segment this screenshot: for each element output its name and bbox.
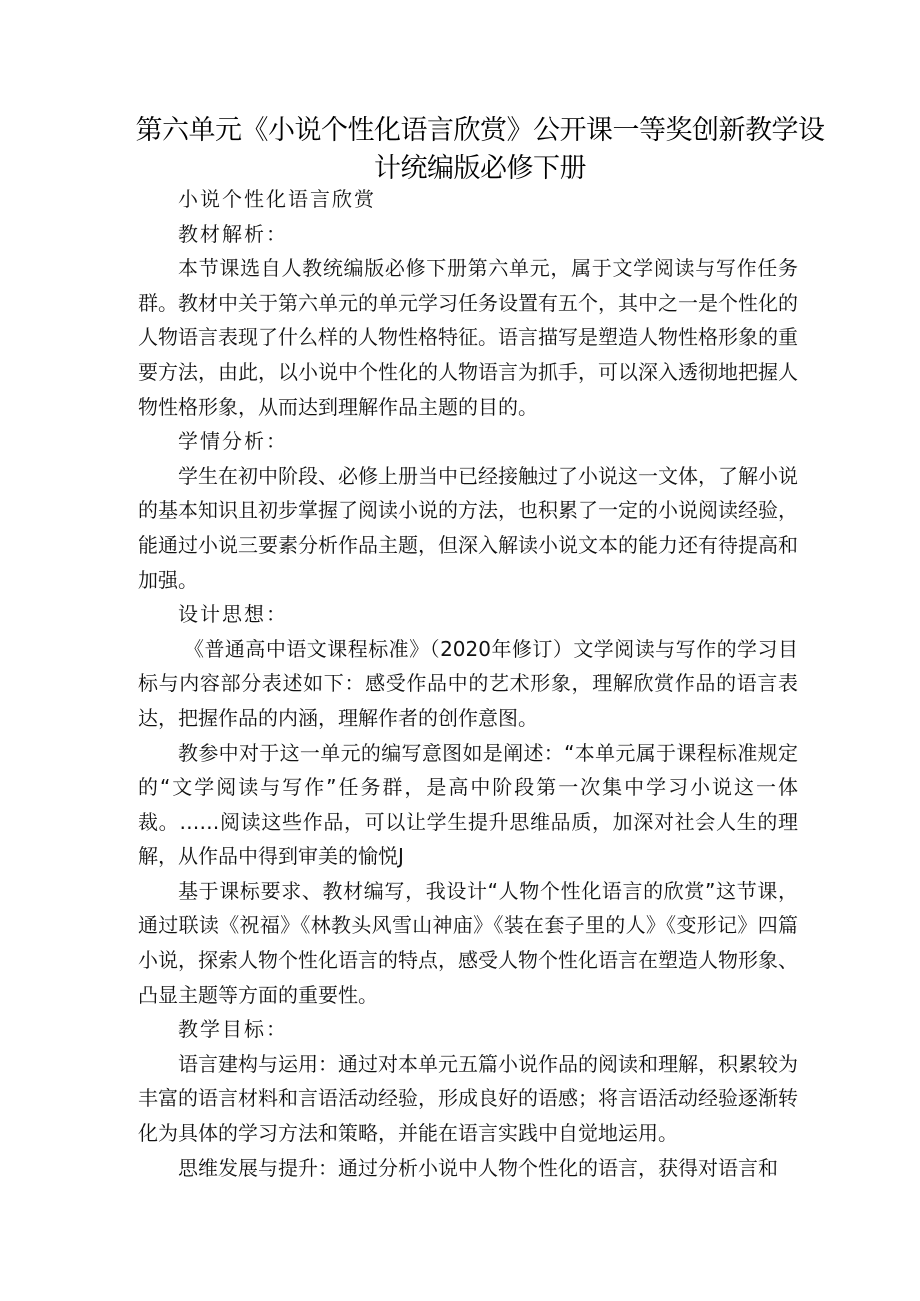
- document-body: [138, 182, 798, 1185]
- paragraph-sheji-3: 基于课标要求、教材编写，我设计“人物个性化语言的欣赏”这节课，通过联读《祝福》《林教头风雪山神庙》《装在套子里的人》《变形记》四篇小说，探索人物个性化语言的特点，感受人物个性化语言在塑造人物形象、凸显主题等方面的重要性。: [138, 878, 798, 1007]
- paragraph-mubiao-2: 思维发展与提升：通过分析小说中人物个性化的语言，获得对语言和: [178, 1155, 778, 1180]
- section-heading-sheji: 设计思想：: [178, 602, 288, 627]
- paragraph-sheji-2: 教参中对于这一单元的编写意图如是阐述：“本单元属于课程标准规定的“文学阅读与写作”任务群，是高中阶段第一次集中学习小说这一体裁。……阅读这些作品，可以让学生提升思维品质，加深对社会人生的理解，从作品中得到审美的愉悦J: [138, 740, 798, 869]
- paragraph-xueqing: 学生在初中阶段、必修上册当中已经接触过了小说这一文体，了解小说的基本知识且初步掌握了阅读小说的方法，也积累了一定的小说阅读经验，能通过小说三要素分析作品主题，但深入解读小说文本的能力还有待提高和加强。: [138, 463, 798, 592]
- subtitle: 小说个性化语言欣赏: [178, 187, 376, 211]
- section-heading-jiaocai: 教材解析：: [178, 221, 288, 246]
- paragraph-mubiao-1: 语言建构与运用：通过对本单元五篇小说作品的阅读和理解，积累较为丰富的语言材料和言语活动经验，形成良好的语感；将言语活动经验逐渐转化为具体的学习方法和策略，并能在语言实践中自觉地运用。: [138, 1051, 798, 1146]
- section-heading-mubiao: 教学目标：: [178, 1017, 288, 1042]
- paragraph-jiaocai: 本节课选自人教统编版必修下册第六单元，属于文学阅读与写作任务群。教材中关于第六单元的单元学习任务设置有五个，其中之一是个性化的人物语言表现了什么样的人物性格特征。语言描写是塑造人物性格形象的重要方法，由此，以小说中个性化的人物语言为抓手，可以深入透彻地把握人物性格形象，从而达到理解作品主题的目的。: [138, 256, 798, 419]
- section-heading-xueqing: 学情分析：: [178, 429, 288, 454]
- paragraph-sheji-1: 《普通高中语文课程标准》（2020年修订）文学阅读与写作的学习目标与内容部分表述如下：感受作品中的艺术形象，理解欣赏作品的语言表达，把握作品的内涵，理解作者的创作意图。: [138, 636, 798, 730]
- document-title: 第六单元《小说个性化语言欣赏》公开课一等奖创新教学设计统编版必修下册: [135, 115, 825, 184]
